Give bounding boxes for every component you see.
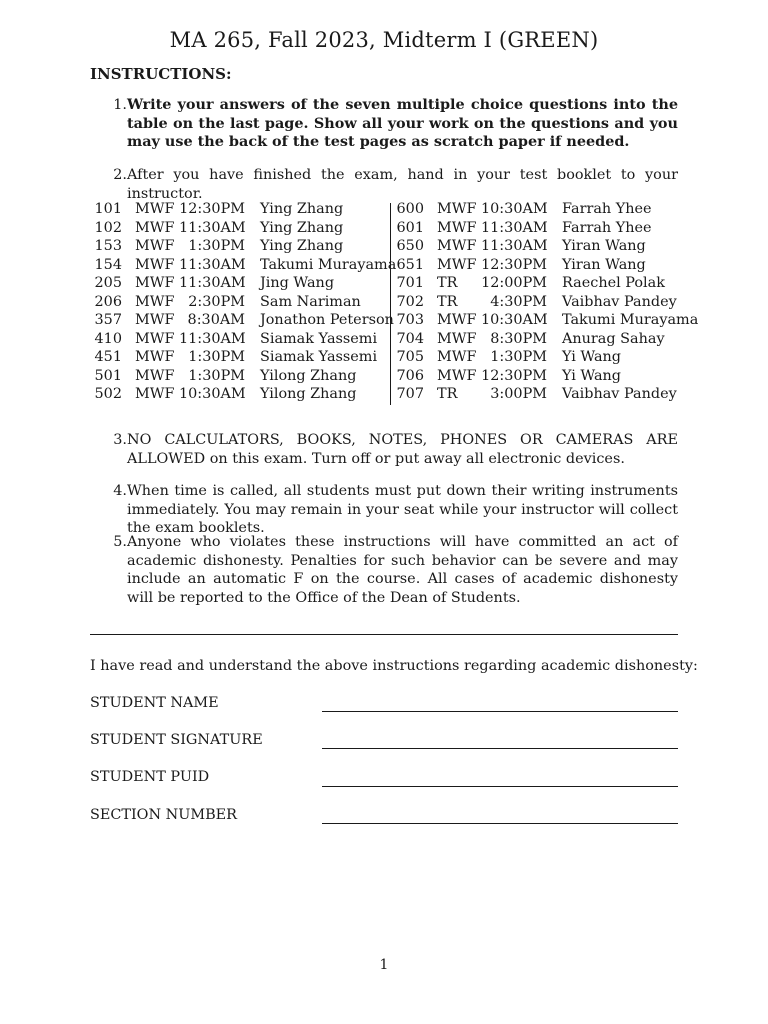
section-instructor: Yilong Zhang [260, 367, 357, 384]
section-time: 12:00PM [481, 275, 547, 291]
section-row [392, 367, 692, 386]
section-instructor: Yiran Wang [562, 256, 646, 273]
section-number: 702 [396, 293, 424, 310]
section-number: 410 [94, 330, 122, 347]
student-signature-label: STUDENT SIGNATURE [90, 732, 263, 748]
section-row [90, 256, 397, 275]
divider-line [90, 634, 678, 635]
section-instructor: Jonathon Peterson [260, 312, 394, 328]
section-instructor: Siamak Yassemi [260, 330, 378, 347]
instruction-item-5 [90, 533, 678, 607]
item-number: 1. [113, 97, 127, 113]
section-row [392, 330, 692, 349]
page-number: 1 [379, 957, 389, 973]
section-time: 2:30PM [188, 293, 245, 310]
section-row [90, 219, 390, 238]
section-time: 10:30AM [179, 386, 246, 402]
section-days: MWF [135, 349, 175, 365]
section-instructor: Vaibhav Pandey [562, 293, 677, 310]
section-days: MWF [135, 293, 175, 310]
section-instructor: Raechel Polak [562, 275, 665, 291]
section-instructor: Sam Nariman [260, 293, 361, 310]
section-number: 501 [94, 367, 122, 384]
section-time: 3:00PM [490, 386, 547, 402]
section-time: 11:30AM [481, 238, 548, 254]
section-days: MWF [135, 367, 175, 384]
section-time: 12:30PM [481, 367, 547, 384]
section-days: MWF [135, 219, 175, 236]
instruction-item-1 [90, 96, 678, 152]
section-instructor: Farrah Yhee [562, 219, 652, 236]
section-row [90, 274, 390, 293]
section-number-label: SECTION NUMBER [90, 807, 237, 823]
student-puid-field[interactable] [322, 786, 678, 787]
section-days: MWF [135, 330, 175, 347]
section-number: 154 [94, 256, 122, 273]
section-days: MWF [437, 312, 477, 328]
student-name-field[interactable] [322, 711, 678, 712]
section-days: TR [437, 386, 458, 402]
instructions-heading: INSTRUCTIONS: [90, 65, 232, 83]
section-days: MWF [437, 238, 477, 254]
item-text: When time is called, all students must put down their writing instruments immediately. You may remain in your seat while your instructor will collect the exam booklets. [127, 483, 678, 536]
section-days: MWF [135, 256, 175, 273]
student-name-label: STUDENT NAME [90, 695, 219, 711]
section-row [90, 330, 390, 349]
section-number: 205 [94, 275, 122, 291]
section-number: 704 [396, 330, 424, 347]
section-days: MWF [437, 219, 477, 236]
section-number: 601 [396, 219, 424, 236]
section-days: MWF [135, 275, 175, 291]
section-number: 451 [94, 349, 122, 365]
section-number: 651 [396, 256, 424, 273]
section-days: MWF [135, 201, 175, 217]
section-number: 706 [396, 367, 424, 384]
section-row [392, 311, 699, 330]
student-puid-label: STUDENT PUID [90, 769, 210, 785]
section-instructor: Takumi Murayama [562, 312, 699, 328]
section-time: 1:30PM [490, 349, 547, 365]
section-time: 10:30AM [481, 201, 548, 217]
section-time: 12:30PM [481, 256, 547, 273]
section-instructor: Anurag Sahay [562, 330, 665, 347]
section-row [392, 385, 692, 404]
section-time: 1:30PM [188, 349, 245, 365]
section-row [392, 219, 692, 238]
section-instructor: Ying Zhang [260, 219, 344, 236]
section-instructor: Yilong Zhang [260, 386, 357, 402]
section-number: 600 [396, 201, 424, 217]
item-text: Anyone who violates these instructions will have committed an act of academic dishonesty. Penalties for such behavior can be severe and may include an automatic F on the course. All cases of academic dishonesty will be reported to the Office of the Dean of Students. [127, 534, 678, 606]
section-row [90, 385, 390, 404]
student-signature-field[interactable] [322, 748, 678, 749]
section-number: 101 [94, 201, 122, 217]
section-row [392, 237, 692, 256]
section-row [90, 311, 394, 330]
section-instructor: Vaibhav Pandey [562, 386, 677, 402]
section-days: MWF [437, 330, 477, 347]
section-instructor: Yi Wang [562, 349, 622, 365]
section-number: 707 [396, 386, 424, 402]
section-schedule-table [90, 200, 699, 406]
section-time: 12:30PM [179, 201, 245, 217]
section-time: 8:30PM [490, 330, 547, 347]
section-days: MWF [135, 386, 175, 402]
instruction-item-4 [90, 482, 678, 538]
section-row [90, 237, 390, 256]
section-row [90, 293, 390, 312]
item-number: 3. [113, 432, 127, 448]
item-text: After you have finished the exam, hand in your test booklet to your instructor. [127, 167, 678, 202]
item-number: 5. [113, 534, 127, 550]
section-time: 11:30AM [179, 330, 246, 347]
section-time: 10:30AM [481, 312, 548, 328]
item-text: Write your answers of the seven multiple choice questions into the table on the last page. Show all your work on the questions and you may use the back of the test pages as scratch paper if needed. [127, 96, 678, 150]
section-number-field[interactable] [322, 823, 678, 824]
section-instructor: Ying Zhang [260, 238, 344, 254]
section-days: MWF [135, 312, 175, 328]
section-days: MWF [437, 367, 477, 384]
item-number: 2. [113, 167, 127, 183]
section-instructor: Yiran Wang [562, 238, 646, 254]
section-time: 1:30PM [188, 367, 245, 384]
item-text: NO CALCULATORS, BOOKS, NOTES, PHONES OR CAMERAS ARE ALLOWED on this exam. Turn off or put away all electronic devices. [127, 432, 678, 467]
section-days: MWF [437, 349, 477, 365]
section-days: TR [437, 293, 458, 310]
instruction-item-3 [90, 431, 678, 468]
section-time: 11:30AM [481, 219, 548, 236]
section-number: 705 [396, 349, 424, 365]
section-row [392, 274, 692, 293]
section-instructor: Jing Wang [260, 275, 335, 291]
section-number: 102 [94, 219, 122, 236]
section-days: TR [437, 275, 458, 291]
exam-title: MA 265, Fall 2023, Midterm I (GREEN) [169, 28, 599, 52]
section-instructor: Takumi Murayama [260, 256, 397, 273]
section-row [392, 256, 692, 275]
section-time: 1:30PM [188, 238, 245, 254]
section-row [90, 200, 390, 219]
section-time: 11:30AM [179, 256, 246, 273]
section-number: 703 [396, 312, 424, 328]
section-time: 8:30AM [187, 312, 245, 328]
section-number: 502 [94, 386, 122, 402]
section-number: 357 [94, 312, 122, 328]
section-instructor: Ying Zhang [260, 201, 344, 217]
section-row [392, 348, 692, 367]
section-days: MWF [135, 238, 175, 254]
section-row [90, 367, 390, 386]
honesty-statement: I have read and understand the above instructions regarding academic dishonesty: [90, 658, 698, 674]
section-time: 11:30AM [179, 219, 246, 236]
section-days: MWF [437, 256, 477, 273]
section-row [392, 293, 692, 312]
section-number: 650 [396, 238, 424, 254]
section-days: MWF [437, 201, 477, 217]
instruction-item-2 [90, 166, 678, 203]
section-row [90, 348, 390, 367]
section-number: 153 [94, 238, 122, 254]
section-instructor: Siamak Yassemi [260, 349, 378, 365]
section-number: 206 [94, 293, 122, 310]
section-instructor: Yi Wang [562, 367, 622, 384]
section-row [392, 200, 692, 219]
section-number: 701 [396, 275, 424, 291]
section-time: 4:30PM [490, 293, 547, 310]
item-number: 4. [113, 483, 127, 499]
section-time: 11:30AM [179, 275, 246, 291]
section-instructor: Farrah Yhee [562, 201, 652, 217]
